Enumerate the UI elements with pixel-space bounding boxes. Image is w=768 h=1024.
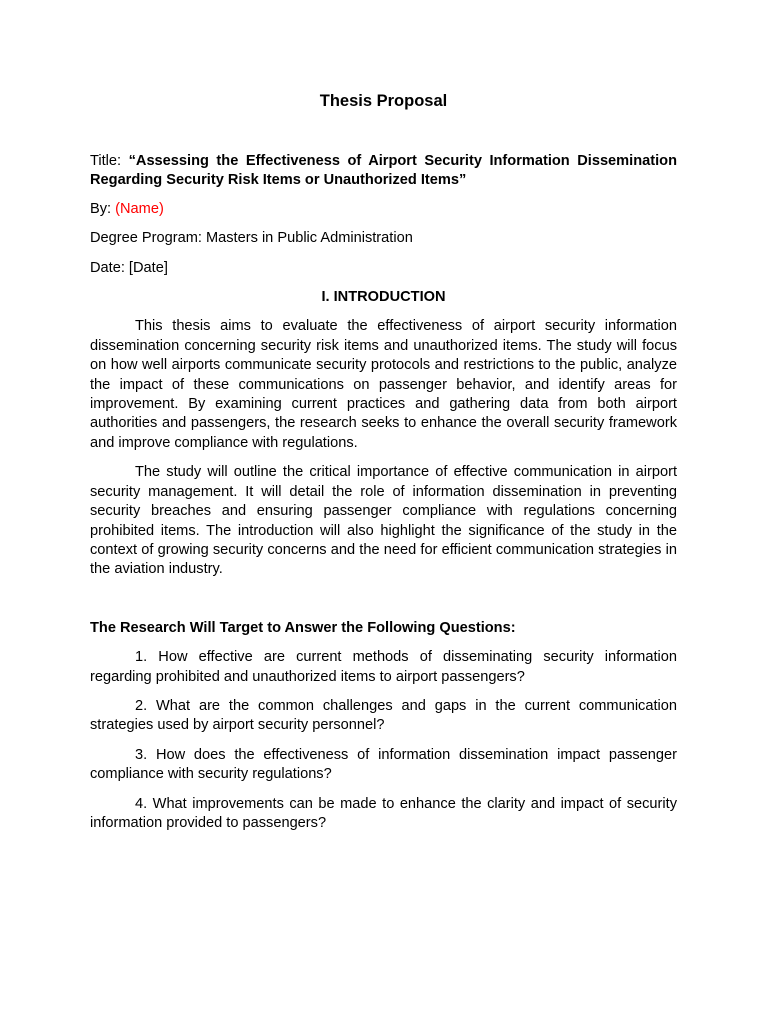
title-label: Title: (90, 153, 122, 169)
degree-program-line: Degree Program: Masters in Public Administration (90, 230, 413, 247)
intro-paragraph: This thesis aims to evaluate the effectiveness of airport security information dissemination concerning security risk items and unauthorized items. The study will focus on how well airports communicate security protocols and restrictions to the public, analyze the impact of these communications on passenger behavior, and identify areas for improvement. By examining current practices and gathering data from both airport authorities and passengers, the research seeks to enhance the overall security framework and improve compliance with regulations. (90, 318, 677, 451)
research-question: 4. What improvements can be made to enhance the clarity and impact of security information provided to passengers? (90, 795, 677, 831)
introduction-heading: I. INTRODUCTION (321, 289, 446, 306)
document-page (90, 90, 677, 843)
by-label: By: (90, 200, 112, 217)
research-question: 2. What are the common challenges and gaps in the current communication strategies used by airport security personnel? (90, 697, 677, 734)
intro-paragraph: The study will outline the critical importance of effective communication in airport security management. It will detail the role of information dissemination in preventing security breaches and ensuring passenger compliance with regulations concerning prohibited items. The introduction will also highlight the significance of the study in the context of growing security concerns and the need for efficient communication strategies in the aviation industry. (90, 464, 677, 578)
date-line: Date: [Date] (90, 259, 168, 276)
author-line (90, 200, 677, 219)
research-questions-heading: The Research Will Target to Answer the Following Questions: (90, 619, 516, 636)
research-question: 3. How does the effectiveness of information dissemination impact passenger compliance with security regulations? (90, 746, 677, 783)
author-name-placeholder: (Name) (115, 200, 164, 217)
title-line (90, 152, 677, 191)
thesis-title: “Assessing the Effectiveness of Airport Security Information Dissemination Regarding Security Risk Items or Unauthorized Items” (90, 153, 677, 189)
research-question: 1. How effective are current methods of disseminating security information regarding prohibited and unauthorized items to airport passengers? (90, 649, 677, 685)
document-heading: Thesis Proposal (319, 92, 448, 110)
